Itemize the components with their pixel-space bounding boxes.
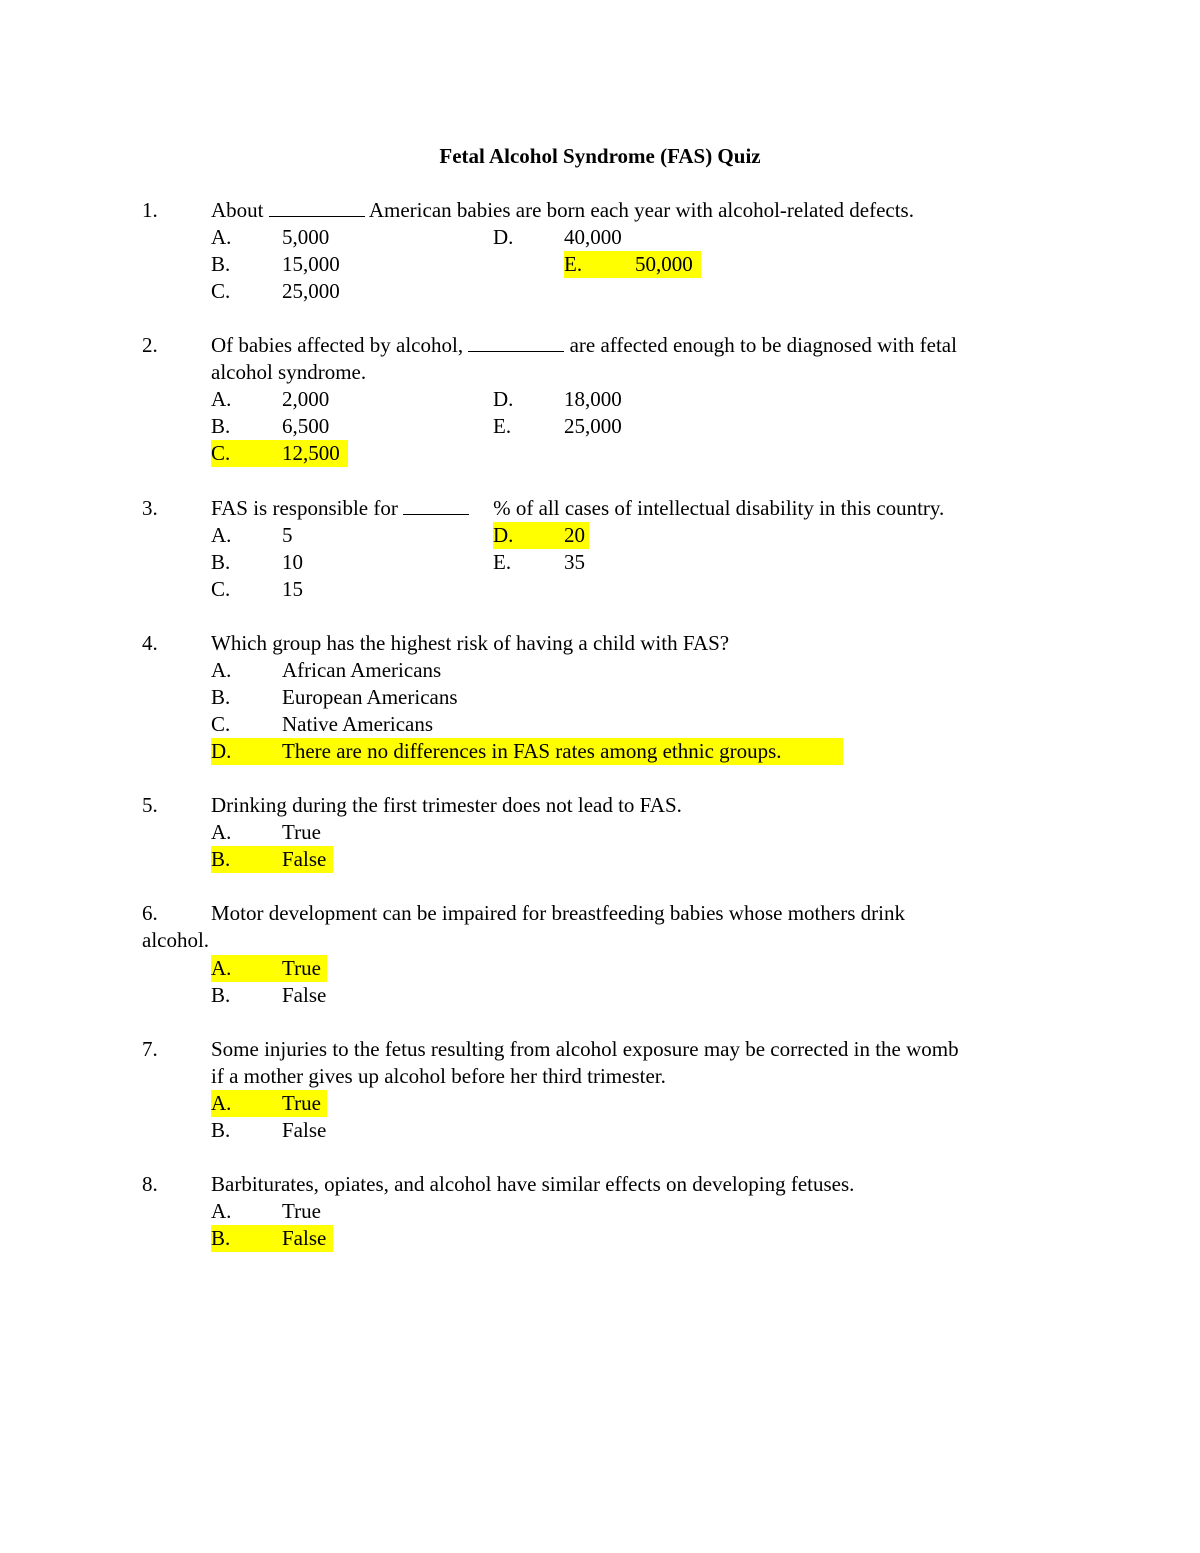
q5-option-b-letter: B. [211,847,231,871]
q3-option-d-text: 20 [564,523,585,547]
q5-option-a-text: True [282,820,321,844]
q2-option-e-text: 25,000 [564,414,622,438]
q2-option-c-correct [211,440,348,467]
q5-option-b-text: False [282,847,327,871]
q4-option-d-letter: D. [211,739,232,763]
q8-option-b-text: False [282,1226,327,1250]
question-7-text-line2: if a mother gives up alcohol before her third trimester. [211,1064,666,1088]
q4-option-b-text: European Americans [282,685,458,709]
q7-option-a-correct [211,1090,327,1117]
q7-option-a-letter: A. [211,1091,232,1115]
q3-option-a-letter: A. [211,523,232,547]
q6-option-a-text: True [282,956,321,980]
q2-option-c-text: 12,500 [282,441,340,465]
q7-option-a-text: True [282,1091,321,1115]
q3-option-a-text: 5 [282,523,293,547]
q6-option-a-correct [211,955,327,982]
q7-option-b-text: False [282,1118,327,1142]
question-7-text: Some injuries to the fetus resulting from alcohol exposure may be corrected in the womb [211,1037,959,1061]
question-6-text: Motor development can be impaired for breastfeeding babies whose mothers drink [211,901,905,925]
q1-option-e-letter: E. [564,252,583,276]
page-title: Fetal Alcohol Syndrome (FAS) Quiz [439,144,761,168]
q8-option-b-correct [211,1225,333,1252]
q1-option-c-letter: C. [211,279,231,303]
q8-option-b-letter: B. [211,1226,231,1250]
question-4-number: 4. [142,631,158,655]
q6-option-b-text: False [282,983,327,1007]
q3-option-c-letter: C. [211,577,231,601]
q2-option-d-text: 18,000 [564,387,622,411]
q2-option-b-letter: B. [211,414,231,438]
q4-option-d-text: There are no differences in FAS rates among ethnic groups. [282,739,782,763]
answer-blank [468,333,564,352]
q2-option-c-letter: C. [211,441,231,465]
q1-option-b-letter: B. [211,252,231,276]
q6-option-b-letter: B. [211,983,231,1007]
question-2-text: Of babies affected by alcohol, are affected enough to be diagnosed with fetal [211,333,957,357]
q1-option-a-letter: A. [211,225,232,249]
q5-option-b-correct [211,846,333,873]
q2-option-a-text: 2,000 [282,387,330,411]
question-8-number: 8. [142,1172,158,1196]
q4-option-c-letter: C. [211,712,231,736]
q1-option-e-correct [564,251,701,278]
question-2-number: 2. [142,333,158,357]
q1-option-b-text: 15,000 [282,252,340,276]
question-5-number: 5. [142,793,158,817]
question-4-text: Which group has the highest risk of having a child with FAS? [211,631,730,655]
q4-option-d-correct [211,738,843,765]
q3-option-e-letter: E. [493,550,512,574]
question-8-text: Barbiturates, opiates, and alcohol have similar effects on developing fetuses. [211,1172,855,1196]
q2-option-b-text: 6,500 [282,414,330,438]
question-1-text: About American babies are born each year with alcohol-related defects. [211,198,914,222]
q4-option-a-text: African Americans [282,658,442,682]
q3-option-e-text: 35 [564,550,585,574]
q1-option-c-text: 25,000 [282,279,340,303]
q3-option-d-letter: D. [493,523,514,547]
question-1-number: 1. [142,198,158,222]
question-6-text-line2: alcohol. [142,928,210,952]
q3-option-b-text: 10 [282,550,303,574]
q1-option-d-letter: D. [493,225,514,249]
q3-option-d-correct [493,522,589,549]
q5-option-a-letter: A. [211,820,232,844]
q8-option-a-letter: A. [211,1199,232,1223]
q2-option-d-letter: D. [493,387,514,411]
q2-option-a-letter: A. [211,387,232,411]
q4-option-a-letter: A. [211,658,232,682]
question-5-text: Drinking during the first trimester does not lead to FAS. [211,793,682,817]
q8-option-a-text: True [282,1199,321,1223]
answer-blank [403,496,469,515]
question-6-number: 6. [142,901,158,925]
q1-option-e-text: 50,000 [635,252,693,276]
q4-option-b-letter: B. [211,685,231,709]
question-3-text: FAS is responsible for % of all cases of intellectual disability in this country. [211,496,945,520]
q4-option-c-text: Native Americans [282,712,434,736]
question-2-text-line2: alcohol syndrome. [211,360,367,384]
q1-option-a-text: 5,000 [282,225,330,249]
q7-option-b-letter: B. [211,1118,231,1142]
question-7-number: 7. [142,1037,158,1061]
q1-option-d-text: 40,000 [564,225,622,249]
question-3-number: 3. [142,496,158,520]
q6-option-a-letter: A. [211,956,232,980]
q2-option-e-letter: E. [493,414,512,438]
q3-option-c-text: 15 [282,577,303,601]
answer-blank [269,198,365,217]
q3-option-b-letter: B. [211,550,231,574]
